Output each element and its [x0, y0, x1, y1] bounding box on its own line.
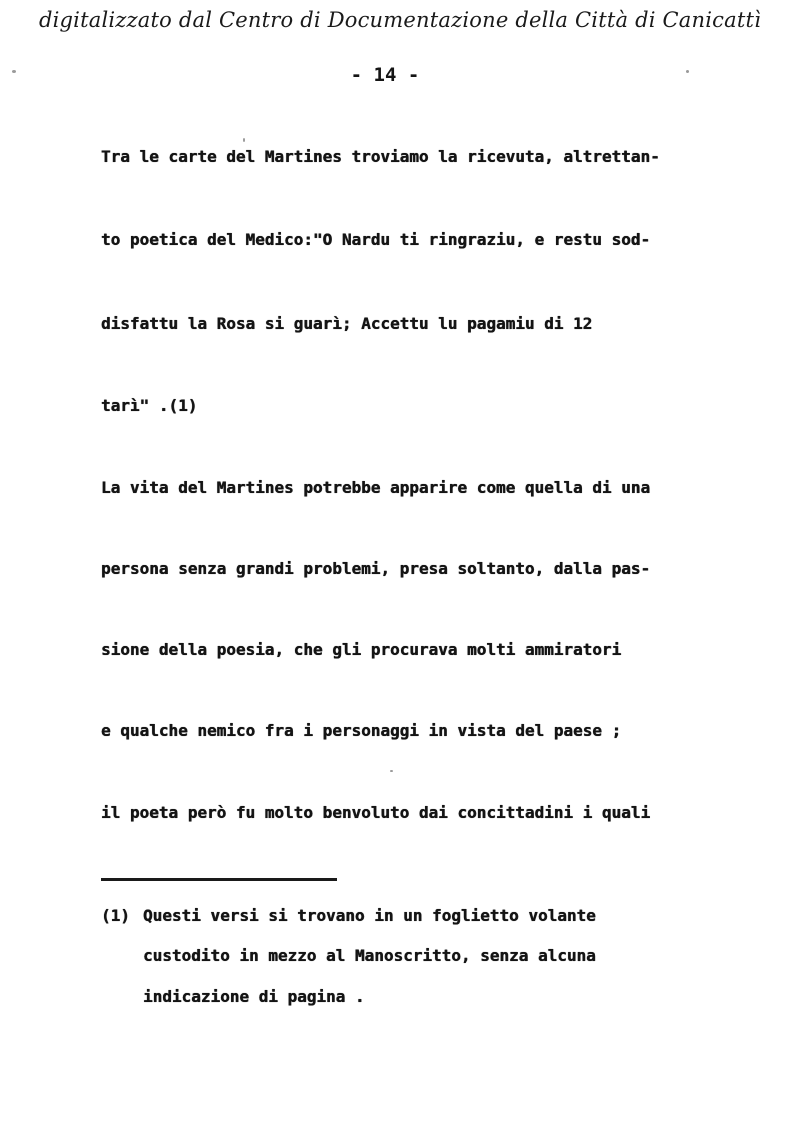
body-line: La vita del Martines potrebbe apparire come quella di una	[101, 478, 651, 497]
body-line: disfattu la Rosa si guarì; Accettu lu pagamiu di 12	[101, 314, 593, 333]
scan-speck	[243, 138, 245, 142]
scan-speck	[390, 770, 393, 772]
footnote-separator	[101, 878, 337, 881]
body-line: e qualche nemico fra i personaggi in vista del paese ;	[101, 721, 622, 740]
footnote-marker: (1)	[101, 906, 130, 925]
body-line: persona senza grandi problemi, presa soltanto, dalla pas-	[101, 559, 651, 578]
body-line: sione della poesia, che gli procurava molti ammiratori	[101, 640, 622, 659]
body-line: Tra le carte del Martines troviamo la ricevuta, altrettan-	[101, 147, 660, 166]
footnote-line: Questi versi si trovano in un foglietto volante	[143, 906, 596, 925]
footnote-line: custodito in mezzo al Manoscritto, senza alcuna	[143, 946, 596, 965]
scan-speck	[12, 70, 16, 73]
body-line: tarì" .(1)	[101, 396, 198, 415]
footnote-line: indicazione di pagina .	[143, 987, 365, 1006]
page-number: - 14 -	[350, 64, 420, 86]
body-line: to poetica del Medico:"O Nardu ti ringraziu, e restu sod-	[101, 230, 651, 249]
scan-speck	[686, 70, 689, 73]
body-line: il poeta però fu molto benvoluto dai concittadini i quali	[101, 803, 651, 822]
digitization-watermark: digitalizzato dal Centro di Documentazione della Città di Canicattì	[38, 8, 762, 32]
